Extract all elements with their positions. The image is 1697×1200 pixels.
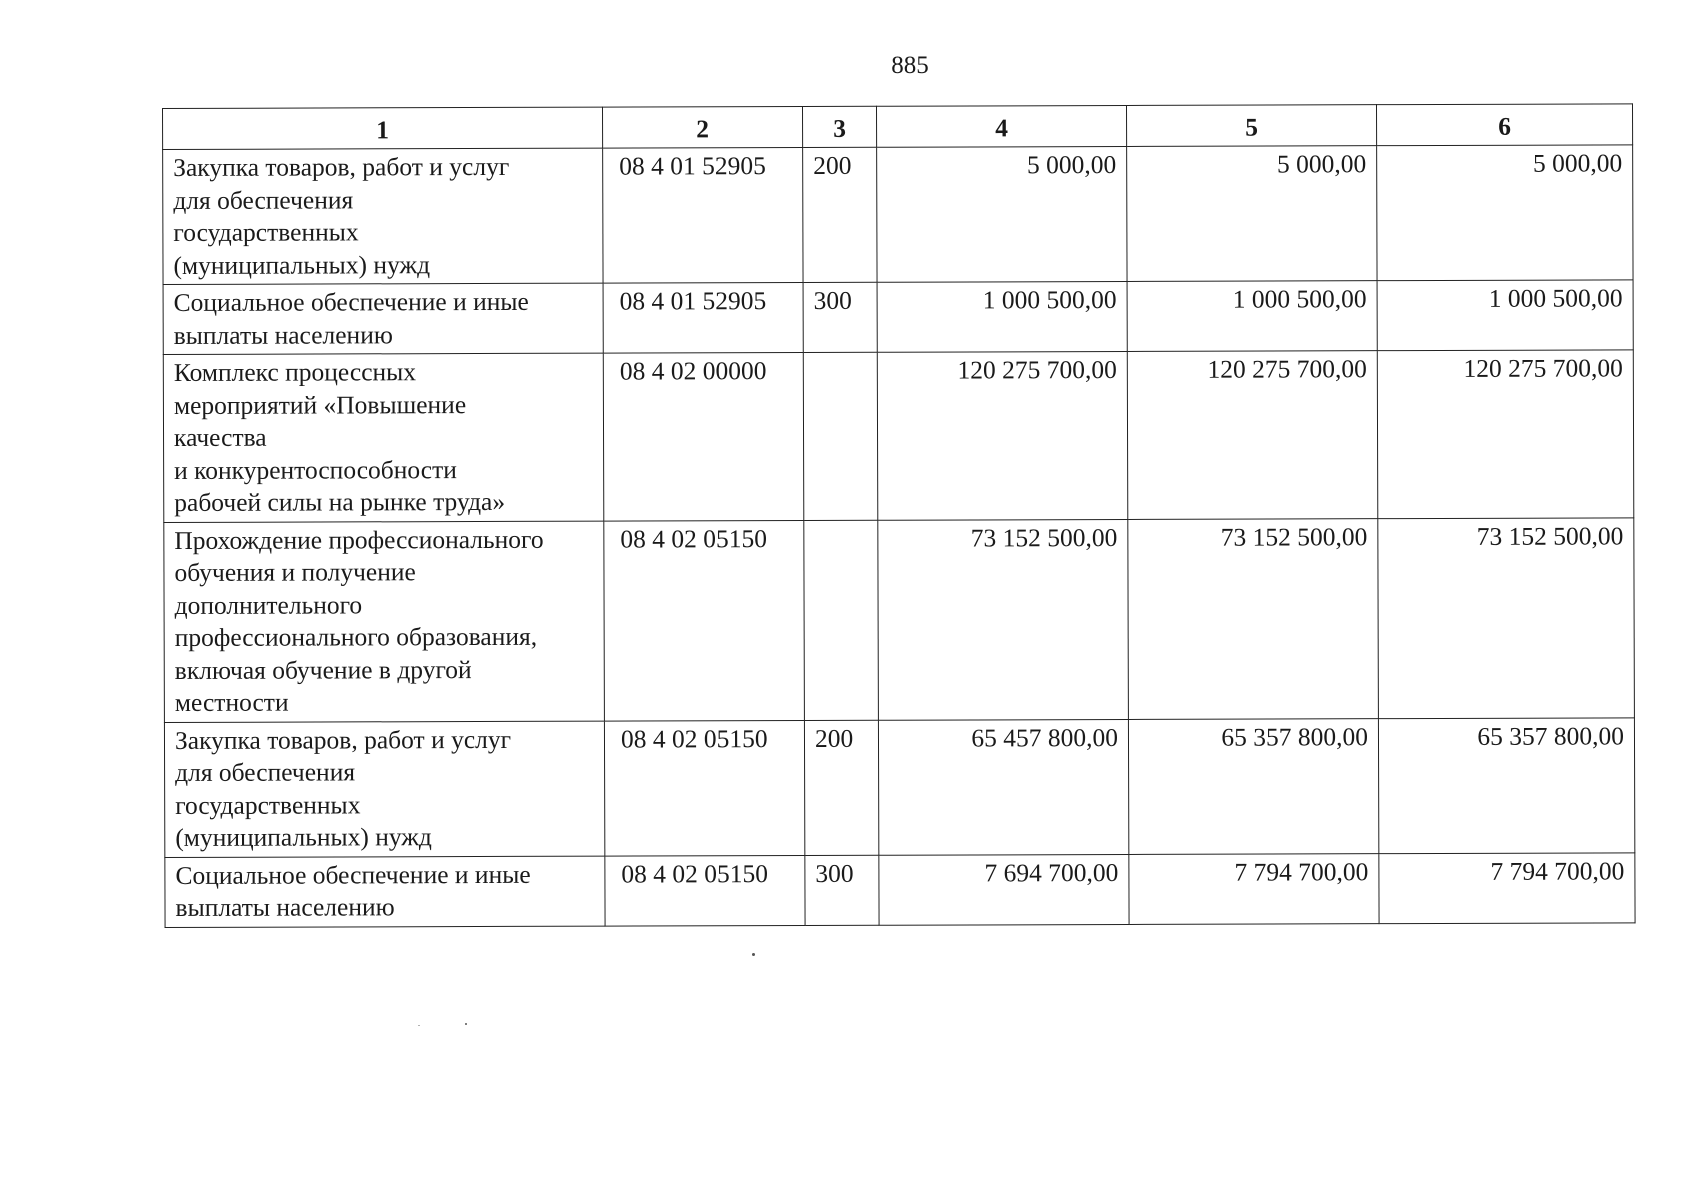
- table-row: [164, 517, 1635, 722]
- row-name-line: государственных: [173, 217, 359, 247]
- row-expense-type-cell: 200: [804, 720, 878, 855]
- column-header-3: 3: [802, 106, 876, 147]
- row-name-line: и конкурентоспособности: [174, 454, 457, 485]
- row-value-6-cell: 5 000,00: [1377, 145, 1633, 281]
- table-row: [164, 717, 1634, 857]
- row-code-cell: 08 4 01 52905: [603, 147, 803, 283]
- row-name-cell: [164, 721, 604, 857]
- row-name-cell: [163, 353, 604, 522]
- row-name-line: обучения и получение: [174, 557, 416, 587]
- row-name-cell: [165, 856, 605, 927]
- row-name-line: качества: [173, 422, 267, 452]
- row-name-line: Социальное обеспечение и иные: [173, 286, 529, 317]
- row-name-line: местности: [174, 687, 289, 717]
- budget-table: [162, 103, 1636, 927]
- row-value-5-cell: 1 000 500,00: [1127, 281, 1377, 352]
- row-name-line: Прохождение профессионального: [174, 524, 544, 555]
- row-name-line: включая обучение в другой: [174, 654, 472, 685]
- row-value-5-cell: 5 000,00: [1127, 146, 1377, 282]
- column-header-1: 1: [163, 107, 603, 149]
- scan-speck: [418, 1025, 420, 1026]
- row-name-line: выплаты населению: [175, 892, 395, 922]
- column-header-2: 2: [602, 106, 802, 148]
- row-code-cell: 08 4 02 05150: [604, 720, 804, 856]
- table-row: [163, 145, 1633, 285]
- row-value-5-cell: 120 275 700,00: [1127, 351, 1378, 519]
- row-code-cell: 08 4 01 52905: [603, 282, 803, 353]
- row-value-6-cell: 120 275 700,00: [1377, 350, 1634, 518]
- row-expense-type-cell: 300: [803, 282, 877, 352]
- row-name-line: мероприятий «Повышение: [173, 389, 467, 420]
- row-expense-type-cell: [803, 352, 878, 520]
- row-value-6-cell: 73 152 500,00: [1378, 517, 1635, 718]
- row-name-cell: [164, 521, 605, 722]
- row-value-4-cell: 5 000,00: [877, 146, 1127, 282]
- column-header-5: 5: [1126, 105, 1376, 147]
- row-value-4-cell: 120 275 700,00: [877, 351, 1128, 519]
- row-expense-type-cell: 300: [805, 855, 879, 925]
- row-value-6-cell: 65 357 800,00: [1378, 717, 1634, 853]
- row-name-line: дополнительного: [174, 589, 363, 620]
- row-name-line: государственных: [175, 789, 361, 820]
- row-code-cell: 08 4 02 05150: [605, 855, 805, 926]
- row-name-line: рабочей силы на рынке труда»: [174, 486, 506, 517]
- column-header-6: 6: [1376, 104, 1632, 146]
- page-number: 885: [891, 52, 929, 79]
- row-name-line: Социальное обеспечение и иные: [175, 859, 531, 890]
- row-value-5-cell: 7 794 700,00: [1129, 853, 1379, 924]
- table-row: [163, 280, 1633, 355]
- row-value-5-cell: 73 152 500,00: [1128, 518, 1379, 719]
- row-expense-type-cell: [804, 520, 879, 720]
- row-value-6-cell: 7 794 700,00: [1379, 852, 1635, 923]
- row-name-line: (муниципальных) нужд: [175, 822, 432, 852]
- column-header-4: 4: [876, 105, 1126, 147]
- row-name-line: Закупка товаров, работ и услуг: [173, 151, 510, 182]
- row-name-line: профессионального образования,: [174, 621, 538, 652]
- row-name-line: для обеспечения: [175, 757, 356, 787]
- row-value-5-cell: 65 357 800,00: [1128, 718, 1378, 854]
- row-code-cell: 08 4 02 05150: [604, 520, 805, 721]
- row-value-6-cell: 1 000 500,00: [1377, 280, 1633, 351]
- table-row: [163, 350, 1634, 522]
- row-name-cell: [163, 283, 603, 354]
- row-name-line: выплаты населению: [173, 319, 393, 350]
- row-name-cell: [163, 148, 603, 284]
- scan-speck: [752, 953, 755, 956]
- scan-speck: [465, 1023, 467, 1025]
- row-value-4-cell: 73 152 500,00: [878, 519, 1129, 720]
- document-sheet: [162, 103, 1635, 927]
- header-row: [163, 104, 1633, 150]
- table-row: [165, 852, 1635, 927]
- row-name-line: Закупка товаров, работ и услуг: [174, 724, 512, 755]
- row-name-line: Комплекс процессных: [173, 357, 417, 387]
- row-name-line: для обеспечения: [173, 184, 354, 215]
- row-expense-type-cell: 200: [803, 147, 877, 282]
- row-code-cell: 08 4 02 00000: [603, 352, 804, 520]
- row-value-4-cell: 7 694 700,00: [879, 854, 1129, 925]
- row-name-line: (муниципальных) нужд: [173, 249, 431, 280]
- row-value-4-cell: 1 000 500,00: [877, 281, 1127, 352]
- row-value-4-cell: 65 457 800,00: [878, 719, 1128, 855]
